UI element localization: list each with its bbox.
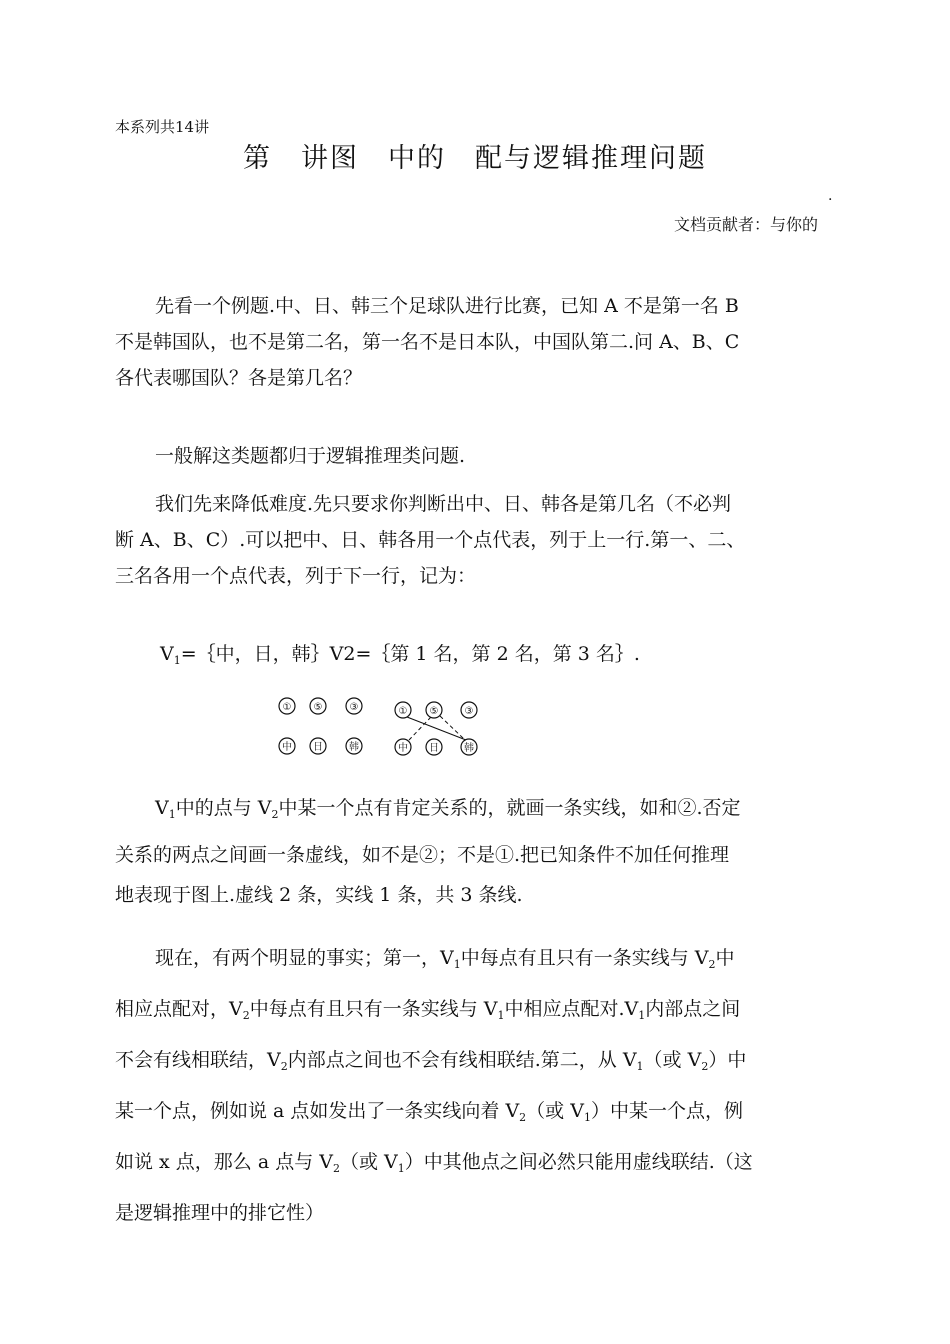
top-label-2: ⑤ bbox=[313, 702, 323, 713]
paragraph-example: 先看一个例题.中、日、韩三个足球队进行比赛，已知 A 不是第一名 B 不是韩国队，也不是第二名，第一名不是日本队，中国队第二.问 A、B、C 各代表哪国队？各是第几名？ bbox=[115, 295, 740, 389]
top-row-nodes bbox=[279, 698, 477, 718]
page-title: 第 讲图 中的 配与逻辑推理问题 bbox=[243, 143, 707, 174]
top-label-3: ③ bbox=[349, 702, 359, 713]
solid-edge bbox=[407, 717, 466, 740]
bottom-label-1: 中 bbox=[282, 742, 292, 753]
bottom-row-nodes bbox=[279, 738, 477, 755]
bipartite-diagram bbox=[270, 690, 500, 765]
paragraph-lines: $V_1$中的点与 $V_2$中某一个点有肯定关系的，就画一条实线，如和②.否定 关系的两点之间画一条虚线，如不是②；不是①.把已知条件不加任何推理 地表现于图上.虚线 2 条，实线 1 条，共 3 条线. bbox=[115, 797, 741, 906]
bottom-label-2: 日 bbox=[313, 742, 323, 753]
paragraph-facts: 现在，有两个明显的事实；第一，$V_1$中每点有且只有一条实线与 $V_2$中 相应点配对，$V_2$中每点有且只有一条实线与 $V_1$中相应点配对$.V_1$内部点之间 不会有线相联结，$V_2$内部点之间也不会有线相联结.第二，从 $V_1$（或 $V_2$）中 某一个点，例如说 a 点如发出了一条实线向着 $V_2$（或 $V_1$）中某一个点，例 如说 x 点，那么 a 点与 $V_2$（或 $V_1$）中其他点之间必然只能用虚线联结.（这 是逻辑推理中的排它性） bbox=[115, 947, 753, 1224]
series-note: 本系列共14讲 bbox=[115, 118, 210, 136]
bottom-label-6: 韩 bbox=[464, 743, 474, 754]
set-definition: $V_1=\{$中，日，韩｝V2=｛第 1 名，第 2 名，第 3 名｝. bbox=[160, 643, 640, 667]
top-label-1: ① bbox=[282, 702, 292, 713]
dashed-edge-1 bbox=[409, 717, 431, 740]
bottom-label-5: 日 bbox=[429, 743, 439, 754]
paragraph-classification: 一般解这类题都归于逻辑推理类问题. bbox=[155, 445, 466, 467]
top-label-5: ⑤ bbox=[429, 706, 439, 717]
top-label-6: ③ bbox=[464, 706, 474, 717]
bottom-label-3: 韩 bbox=[349, 742, 359, 753]
dashed-edge-2 bbox=[440, 716, 465, 740]
paragraph-simplify: 我们先来降低难度.先只要求你判断出中、日、韩各是第几名（不必判 断 A、B、C）.可以把中、日、韩各用一个点代表，列于上一行.第一、二、 三名各用一个点代表，列于下一行，记为： bbox=[115, 493, 746, 587]
bottom-label-4: 中 bbox=[398, 743, 408, 754]
top-label-4: ① bbox=[398, 706, 408, 717]
author-line: 文档贡献者：与你的 bbox=[673, 215, 818, 234]
stray-dot: . bbox=[828, 188, 833, 204]
